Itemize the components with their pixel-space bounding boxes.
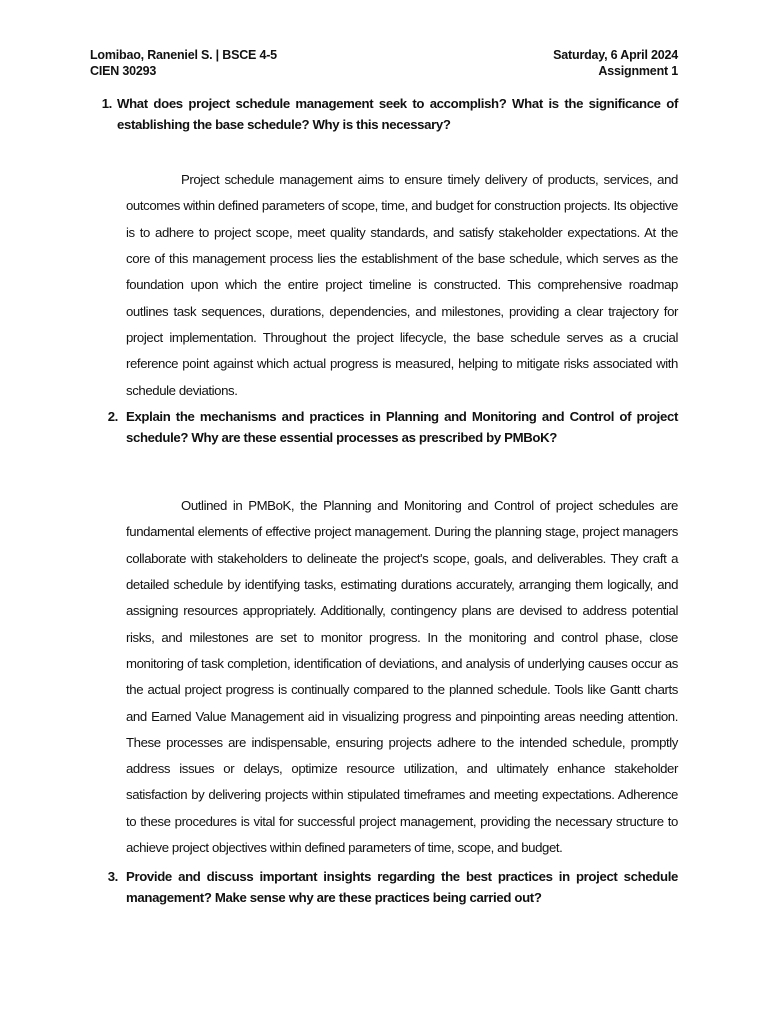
question-text: Explain the mechanisms and practices in Planning and Monitoring and Control of project schedule? Why are these essential processes as prescribed by PMBoK? — [126, 409, 678, 445]
answer-1: Project schedule management aims to ensure timely delivery of products, services, and outcomes within defined parameters of scope, time, and budget for construction projects. Its objective is to adhere to project scope, meet quality standards, and satisfy stakeholder expectations. At the core of this management process lies the establishment of the base schedule, which serves as the foundation upon which the entire project timeline is constructed. This comprehensive roadmap outlines task sequences, durations, dependencies, and milestones, providing a clear trajectory for project implementation. Throughout the project lifecycle, the base schedule serves as a crucial reference point against which actual progress is measured, helping to mitigate risks associated with schedule deviations. — [126, 172, 678, 398]
assignment-title: Assignment 1 — [598, 64, 678, 78]
header-left-block — [90, 47, 277, 79]
header-right-block — [553, 47, 678, 79]
question-3 — [90, 866, 678, 908]
question-1 — [90, 93, 678, 135]
question-2 — [90, 406, 678, 448]
course-code: CIEN 30293 — [90, 64, 157, 78]
question-text: What does project schedule management seek to accomplish? What is the significance of establishing the base schedule? Why is this necessary? — [117, 96, 678, 132]
author-line: Lomibao, Raneniel S. | BSCE 4-5 — [90, 48, 277, 62]
question-text: Provide and discuss important insights regarding the best practices in project schedule management? Make sense why are these practices being carried out? — [126, 869, 678, 905]
question-number: 3. — [107, 869, 118, 884]
question-number: 2. — [107, 409, 118, 424]
answer-2: Outlined in PMBoK, the Planning and Monitoring and Control of project schedules are fundamental elements of effective project management. During the planning stage, project managers collaborate with stakeholders to delineate the project's scope, goals, and deliverables. They craft a detailed schedule by identifying tasks, estimating durations accurately, arranging them logically, and assigning resources appropriately. Additionally, contingency plans are devised to address potential risks, and milestones are set to monitor progress. In the monitoring and control phase, close monitoring of task completion, identification of deviations, and analysis of underlying causes occur as the actual project progress is continually compared to the planned schedule. Tools like Gantt charts and Earned Value Management aid in visualizing progress and pinpointing areas needing attention. These processes are indispensable, ensuring projects adhere to the intended schedule, promptly address issues or delays, optimize resource utilization, and ultimately enhance stakeholder satisfaction by delivering projects within stipulated timeframes and meeting expectations. Adherence to these procedures is vital for successful project management, providing the necessary structure to achieve project objectives within defined parameters of time, scope, and budget. — [126, 498, 678, 856]
question-number: 1. — [101, 96, 112, 111]
date-line: Saturday, 6 April 2024 — [553, 48, 678, 62]
